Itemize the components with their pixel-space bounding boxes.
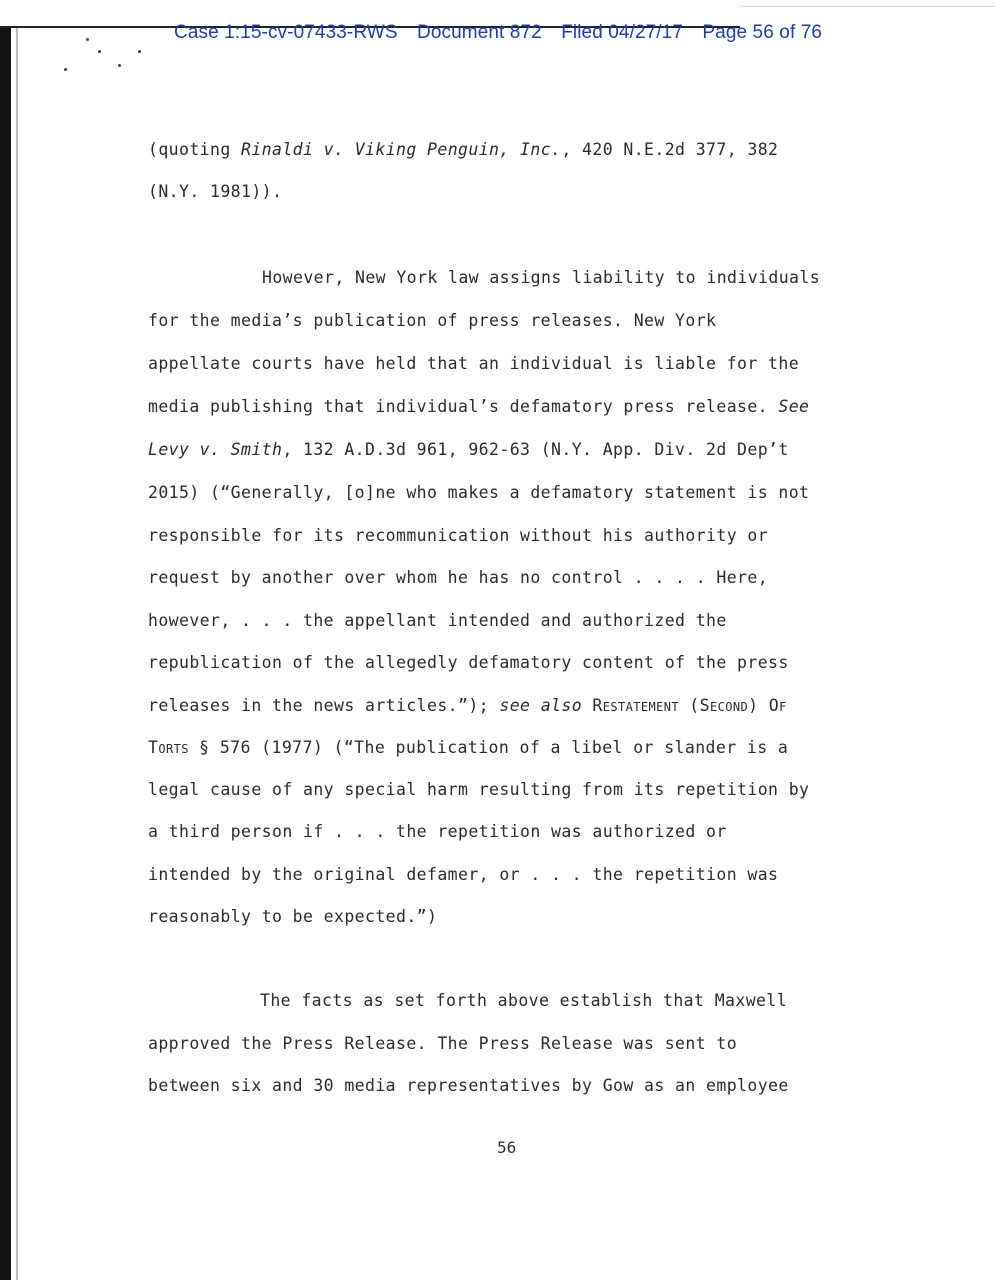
text-line: The facts as set forth above establish that Maxwell [260,991,788,1010]
text-line: Torts § 576 (1977) (“The publication of a libel or slander is a [148,738,789,757]
text-line: however, . . . the appellant intended and authorized the [148,611,727,630]
filed-date: Filed 04/27/17 [561,22,684,43]
case-citation: Rinaldi v. Viking Penguin, Inc. [241,140,562,159]
scan-speck [118,64,121,67]
text-line: However, New York law assigns liability to individuals [262,268,821,287]
page-number: 56 [497,1138,517,1157]
document-number: Document 872 [417,22,542,43]
text-line: intended by the original defamer, or . . . the repetition was [148,865,779,884]
case-citation: Levy v. Smith [148,440,283,459]
signal-see: See [778,397,810,416]
scan-edge-line [16,28,18,1280]
text-line: releases in the news articles.”); see also Restatement (Second) Of [148,696,787,715]
scan-speck [86,38,89,41]
text-line: legal cause of any special harm resulting from its repetition by [148,780,810,799]
text-line: (N.Y. 1981)). [148,182,283,201]
text-line: a third person if . . . the repetition was authorized or [148,822,727,841]
restatement-title: Torts [148,738,189,757]
text-line: between six and 30 media representatives by Gow as an employee [148,1076,789,1095]
case-number: Case 1:15-cv-07433-RWS [174,22,398,43]
text-line: 2015) (“Generally, [o]ne who makes a defamatory statement is not [148,483,810,502]
text-line: for the media’s publication of press releases. New York [148,311,717,330]
text-line: appellate courts have held that an individual is liable for the [148,354,800,373]
case-header [174,22,836,44]
text-line: reasonably to be expected.”) [148,907,438,926]
scan-speck [138,50,141,53]
scan-edge-bar [0,28,11,1280]
text-line: responsible for its recommunication without his authority or [148,526,769,545]
text-line: media publishing that individual’s defamatory press release. See [148,397,810,416]
top-rule-faint [740,6,995,7]
restatement-title: Restatement (Second) Of [582,696,787,715]
text-line: republication of the allegedly defamatory content of the press [148,653,789,672]
text-line: Levy v. Smith, 132 A.D.3d 961, 962-63 (N.Y. App. Div. 2d Dep’t [148,440,789,459]
text-line: (quoting Rinaldi v. Viking Penguin, Inc., 420 N.E.2d 377, 382 [148,140,779,159]
scan-speck [98,50,101,53]
text-line: approved the Press Release. The Press Release was sent to [148,1034,738,1053]
scan-speck [64,68,67,71]
signal-see-also: see also [499,696,583,715]
text-line: request by another over whom he has no control . . . . Here, [148,568,769,587]
page-count: Page 56 of 76 [702,22,823,43]
